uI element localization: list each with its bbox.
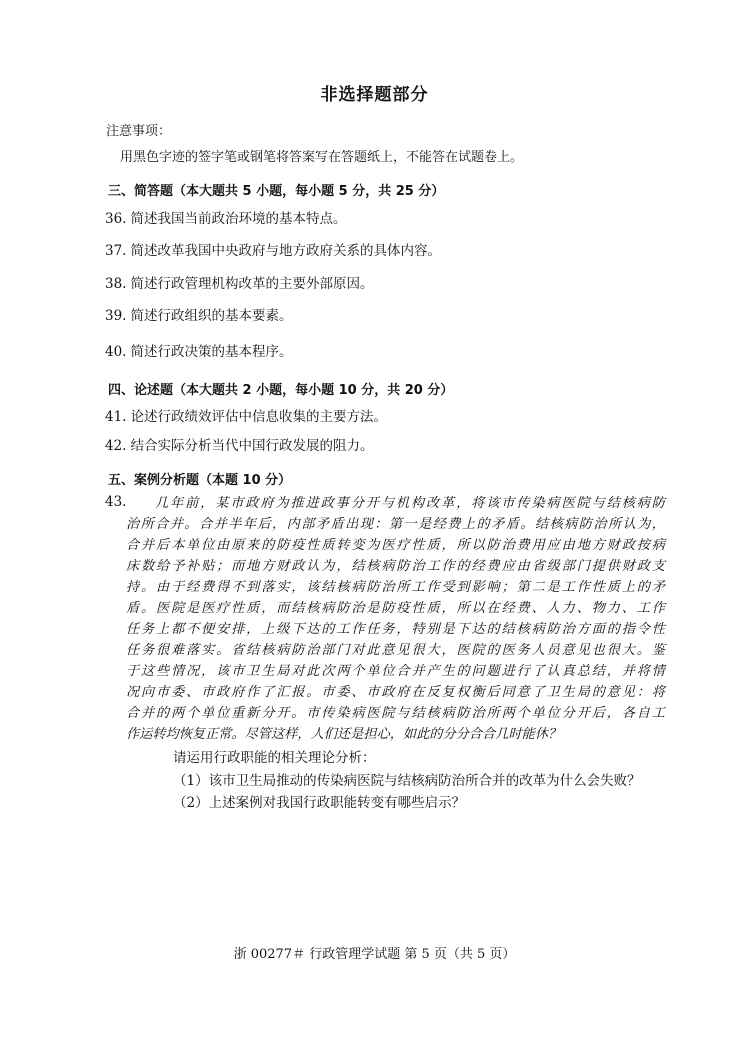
case-line: 合并后本单位由原来的防疫性质转变为医疗性质，所以防治费用应由地方财政按病 — [126, 538, 665, 553]
question-text: 简述行政决策的基本程序。 — [130, 344, 293, 360]
case-prompt: 请运用行政职能的相关理论分析： — [173, 750, 376, 766]
question-text: 简述行政组织的基本要素。 — [130, 308, 293, 324]
question-number: 40. — [105, 344, 127, 360]
question-38 — [105, 272, 373, 292]
case-line: 几年前，某市政府为推进政事分开与机构改革，将该市传染病医院与结核病防 — [155, 496, 665, 511]
case-line: 合并的两个单位重新分开。市传染病医院与结核病防治所两个单位分开后，各自工 — [126, 706, 665, 721]
question-number: 37. — [105, 243, 127, 259]
question-number: 38. — [105, 276, 127, 292]
case-heading: 五、案例分析题（本题 10 分） — [108, 473, 292, 488]
question-text: 简述改革我国中央政府与地方政府关系的具体内容。 — [130, 243, 441, 259]
question-text: 简述我国当前政治环境的基本特点。 — [130, 211, 347, 227]
case-question-1: （1）该市卫生局推动的传染病医院与结核病防治所合并的改革为什么会失败？ — [173, 773, 641, 789]
case-question-2: （2）上述案例对我国行政职能转变有哪些启示？ — [173, 795, 466, 811]
case-line: 盾。医院是医疗性质，而结核病防治是防疫性质，所以在经费、人力、物力、工作 — [126, 601, 665, 616]
case-line: 任务上都不便安排，上级下达的工作任务，特别是下达的结核病防治方面的指令性 — [126, 622, 665, 637]
question-number: 36. — [105, 211, 127, 227]
question-42 — [105, 434, 373, 454]
question-37 — [105, 239, 441, 259]
case-line: 况向市委、市政府作了汇报。市委、市政府在反复权衡后同意了卫生局的意见：将 — [126, 685, 665, 700]
case-line: 作运转均恢复正常。尽管这样，人们还是担心，如此的分分合合几时能休？ — [126, 727, 562, 742]
page-title: 非选择题部分 — [320, 85, 429, 105]
question-number: 42. — [105, 438, 127, 454]
page-footer: 浙 00277＃ 行政管理学试题 第 5 页（共 5 页） — [233, 947, 516, 962]
question-40 — [105, 340, 292, 360]
case-line: 治所合并。合并半年后，内部矛盾出现：第一是经费上的矛盾。结核病防治所认为， — [126, 517, 665, 532]
question-39 — [105, 304, 292, 324]
question-36 — [105, 207, 346, 227]
case-line: 持。由于经费得不到落实，该结核病防治所工作受到影响；第二是工作性质上的矛 — [126, 580, 665, 595]
question-number: 43. — [105, 494, 127, 510]
notice-text: 用黑色字迹的签字笔或钢笔将答案写在答题纸上，不能答在试题卷上。 — [120, 150, 524, 165]
question-text: 简述行政管理机构改革的主要外部原因。 — [130, 276, 374, 292]
question-text: 论述行政绩效评估中信息收集的主要方法。 — [130, 409, 387, 425]
case-line: 于这些情况，该市卫生局对此次两个单位合并产生的问题进行了认真总结，并将情 — [126, 664, 665, 679]
case-line: 床数给予补贴；而地方财政认为，结核病防治工作的经费应由省级部门提供财政支 — [126, 559, 665, 574]
short-answer-heading: 三、简答题（本大题共 5 小题，每小题 5 分，共 25 分） — [108, 184, 445, 199]
question-number: 39. — [105, 308, 127, 324]
question-number: 41. — [105, 409, 127, 425]
case-line: 任务很难落实。省结核病防治部门对此意见很大，医院的医务人员意见也很大。鉴 — [126, 643, 665, 658]
question-text: 结合实际分析当代中国行政发展的阻力。 — [130, 438, 374, 454]
notice-label: 注意事项： — [106, 124, 172, 139]
question-41 — [105, 405, 387, 425]
essay-heading: 四、论述题（本大题共 2 小题，每小题 10 分，共 20 分） — [108, 383, 454, 398]
